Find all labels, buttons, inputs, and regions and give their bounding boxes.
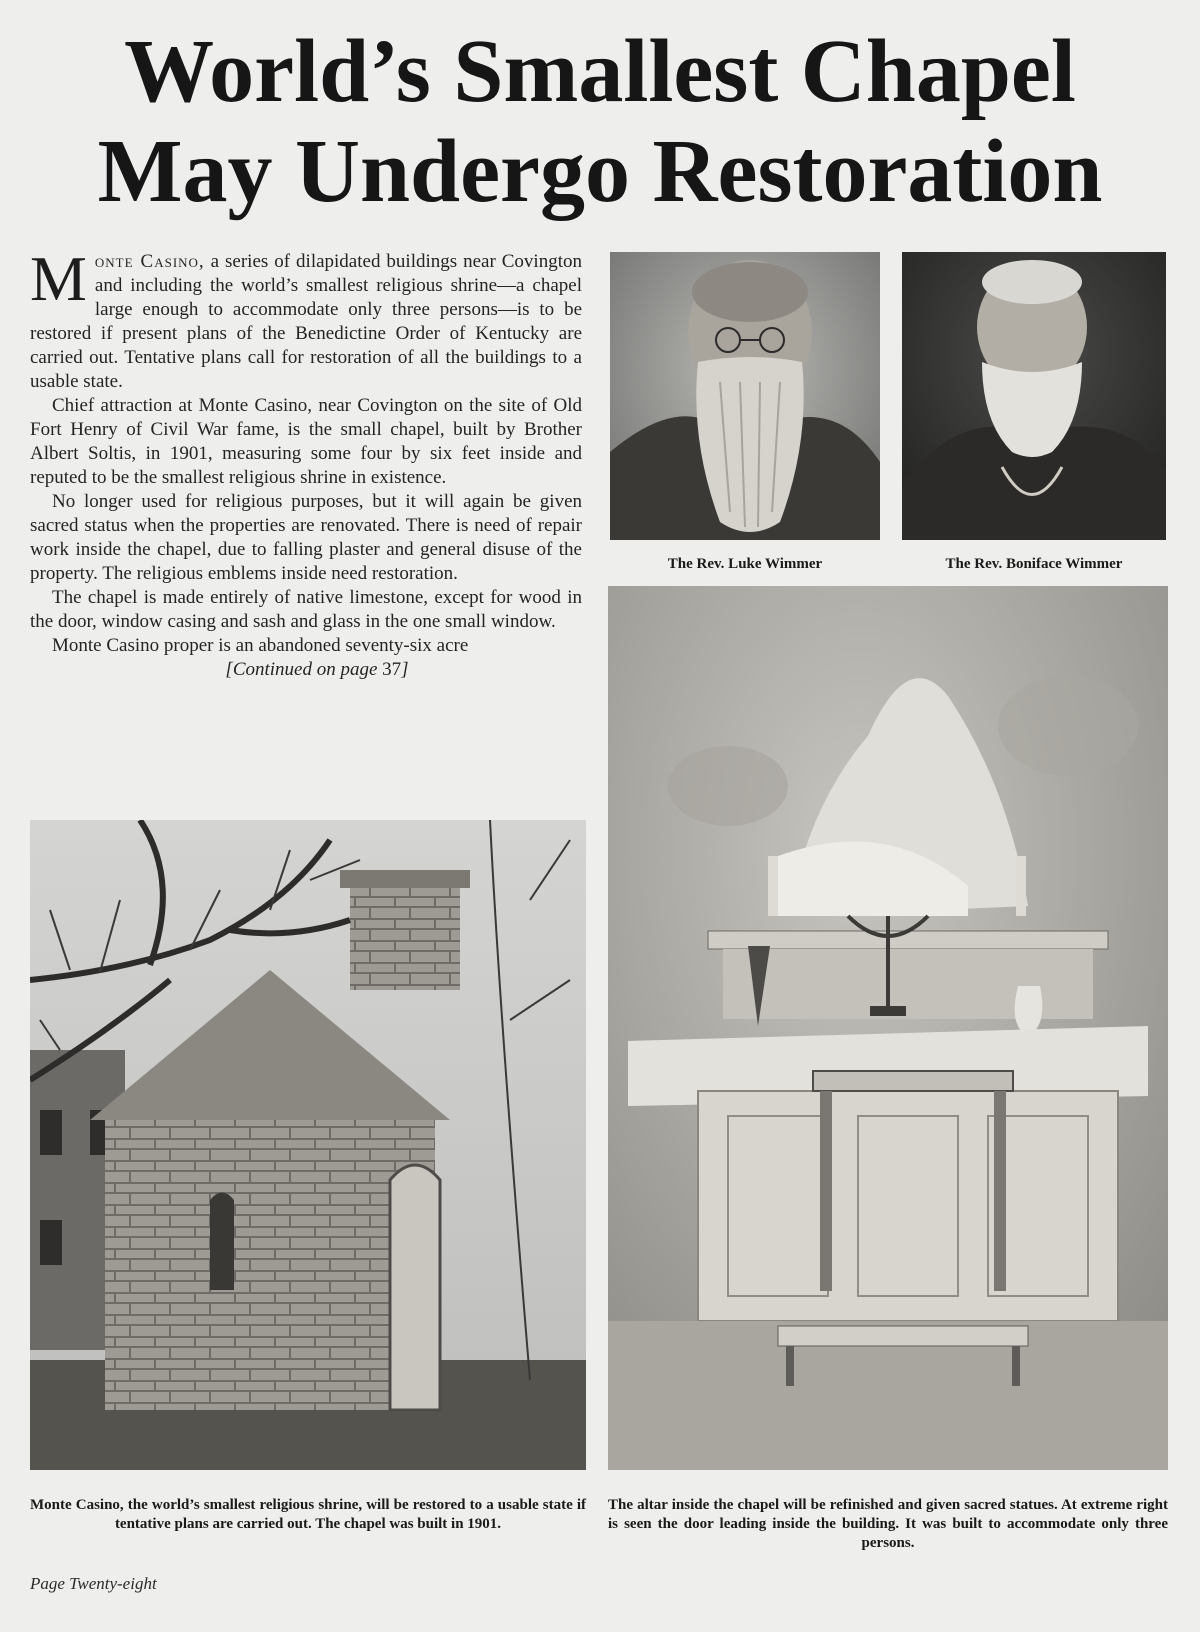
page-folio: Page Twenty-eight xyxy=(30,1574,157,1593)
article-paragraph-5: Monte Casino proper is an abandoned seventy-six acre xyxy=(52,635,469,656)
paragraph-1-text: a series of dilapidated buildings near Covington and including the world’s smallest religious shrine—a chapel large enough to accommodate only three persons—is to be restored if present plans of the Benedictine Order of Kentucky are carried out. Tentative plans call for restoration of all the buildings to a usable state. xyxy=(30,251,582,392)
lead-in: onte Casino, xyxy=(94,251,205,272)
caption-chapel-exterior: Monte Casino, the world’s smallest religious shrine, will be restored to a usable state if tentative plans are carried out. The chapel was built in 1901. xyxy=(30,1497,586,1532)
drop-cap: M xyxy=(30,243,87,314)
portrait-boniface-wimmer-photo xyxy=(902,252,1166,540)
continued-text: Continued on page xyxy=(232,659,378,680)
headline-line-2: May Undergo Restoration xyxy=(97,122,1103,221)
caption-luke-wimmer: The Rev. Luke Wimmer xyxy=(667,556,823,572)
caption-boniface-wimmer: The Rev. Boniface Wimmer xyxy=(945,556,1123,572)
continued-bracket-open: [ xyxy=(225,659,233,680)
chapel-exterior-photo xyxy=(30,820,586,1470)
continued-bracket-close: ] xyxy=(401,659,409,680)
headline xyxy=(60,22,1140,222)
portrait-luke-wimmer-photo xyxy=(610,252,880,540)
continued-page-number: 37 xyxy=(377,659,402,680)
altar-interior-photo xyxy=(608,586,1168,1470)
continued-note xyxy=(30,658,582,682)
article-paragraph-4: The chapel is made entirely of native limestone, except for wood in the door, window casing and sash and glass in the one small window. xyxy=(30,587,582,632)
article-paragraph-1 xyxy=(30,243,582,394)
headline-line-1: World’s Smallest Chapel xyxy=(124,22,1076,121)
caption-altar-interior: The altar inside the chapel will be refinished and given sacred statues. At extreme right is seen the door leading inside the building. It was built to accommodate only three persons. xyxy=(608,1497,1168,1551)
article-body xyxy=(30,243,582,682)
article-paragraph-2: Chief attraction at Monte Casino, near Covington on the site of Old Fort Henry of Civil War fame, is the small chapel, built by Brother Albert Soltis, in 1901, measuring some four by six feet inside and reputed to be the smallest religious shrine in existence. xyxy=(30,395,582,488)
article-paragraph-3: No longer used for religious purposes, but it will again be given sacred status when the properties are renovated. There is need of repair work inside the chapel, due to falling plaster and general disuse of the property. The religious emblems inside need restoration. xyxy=(30,491,582,584)
